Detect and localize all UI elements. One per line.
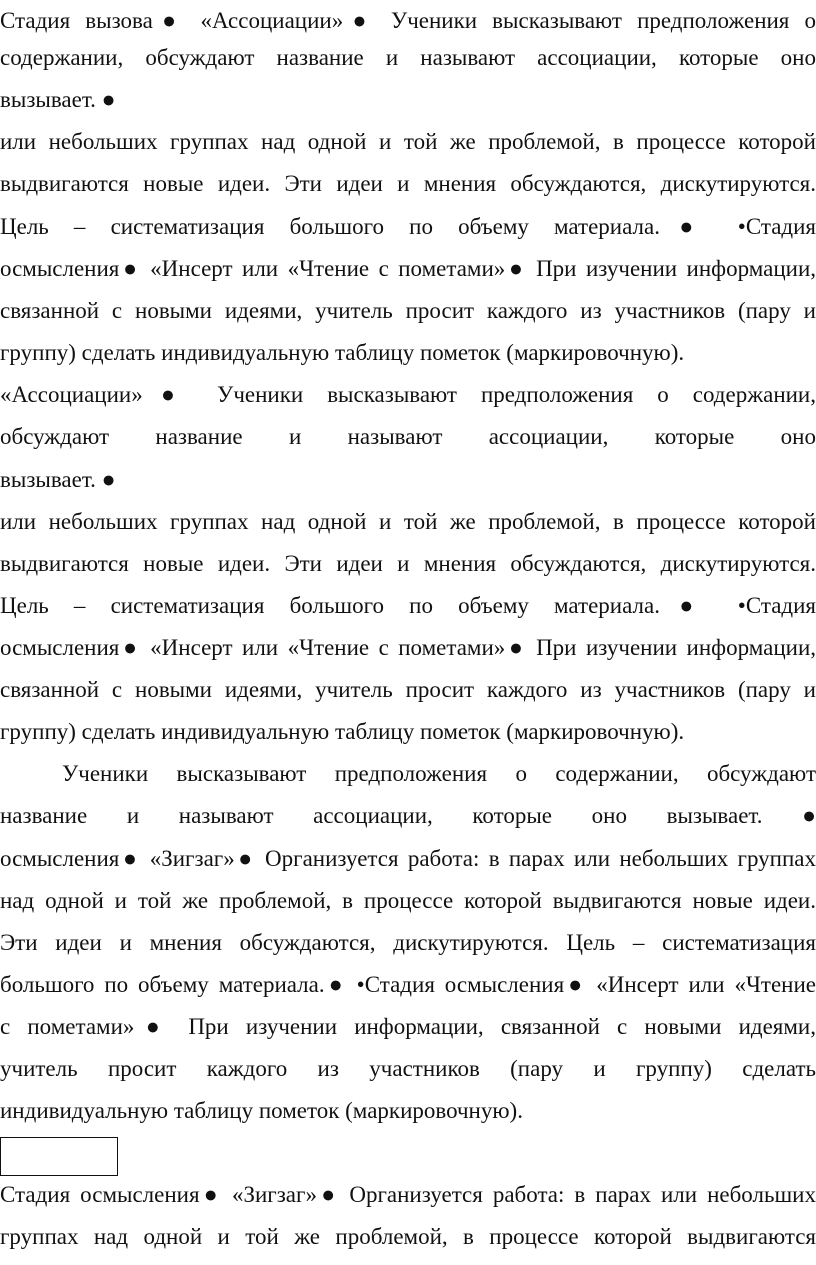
text-line: Стадия вызова● «Ассоциации»● Ученики высказывают предположения о <box>0 8 816 33</box>
empty-frame <box>0 1137 118 1176</box>
text-line: Цель – систематизация большого по объему материала.● •Стадия <box>0 214 816 239</box>
text-line: выдвигаются новые идеи. Эти идеи и мнения обсуждаются, дискутируются. <box>0 551 816 576</box>
text-line: Цель – систематизация большого по объему материала.● •Стадия <box>0 593 816 618</box>
text-line: индивидуальную таблицу пометок (маркировочную). <box>0 1098 523 1123</box>
text-line: Ученики высказывают предположения о содержании, обсуждают <box>62 761 816 786</box>
text-line: «Ассоциации»● Ученики высказывают предположения о содержании, <box>0 382 816 407</box>
text-line: вызывает. ● <box>0 467 116 492</box>
text-line: Эти идеи и мнения обсуждаются, дискутируются. Цель – систематизация <box>0 930 816 955</box>
text-line: содержании, обсуждают название и называют ассоциации, которые оно <box>0 45 816 70</box>
text-line: выдвигаются новые идеи. Эти идеи и мнения обсуждаются, дискутируются. <box>0 171 816 196</box>
text-line: вызывает. ● <box>0 87 116 112</box>
text-line: обсуждают название и называют ассоциации, которые оно <box>0 424 816 449</box>
text-line: с пометами»● При изучении информации, связанной с новыми идеями, <box>0 1014 816 1039</box>
text-line: над одной и той же проблемой, в процессе которой выдвигаются новые идеи. <box>0 888 816 913</box>
text-line: большого по объему материала.● •Стадия осмысления● «Инсерт или «Чтение <box>0 972 816 997</box>
text-line: или небольших группах над одной и той же проблемой, в процессе которой <box>0 509 816 534</box>
text-line: связанной с новыми идеями, учитель просит каждого из участников (пару и <box>0 677 816 702</box>
text-line: группу) сделать индивидуальную таблицу пометок (маркировочную). <box>0 719 685 744</box>
text-line: осмысления● «Инсерт или «Чтение с пометами»● При изучении информации, <box>0 256 816 281</box>
text-line: группах над одной и той же проблемой, в процессе которой выдвигаются <box>0 1224 816 1249</box>
text-line: связанной с новыми идеями, учитель просит каждого из участников (пару и <box>0 298 816 323</box>
text-line: учитель просит каждого из участников (пару и группу) сделать <box>0 1056 816 1081</box>
text-line: или небольших группах над одной и той же проблемой, в процессе которой <box>0 129 816 154</box>
text-line: осмысления● «Зигзаг»● Организуется работа: в парах или небольших группах <box>0 846 816 871</box>
text-line: группу) сделать индивидуальную таблицу пометок (маркировочную). <box>0 340 685 365</box>
text-line: Стадия осмысления● «Зигзаг»● Организуется работа: в парах или небольших <box>0 1182 816 1207</box>
text-line: название и называют ассоциации, которые оно вызывает. ● <box>0 803 816 828</box>
text-line: осмысления● «Инсерт или «Чтение с пометами»● При изучении информации, <box>0 635 816 660</box>
